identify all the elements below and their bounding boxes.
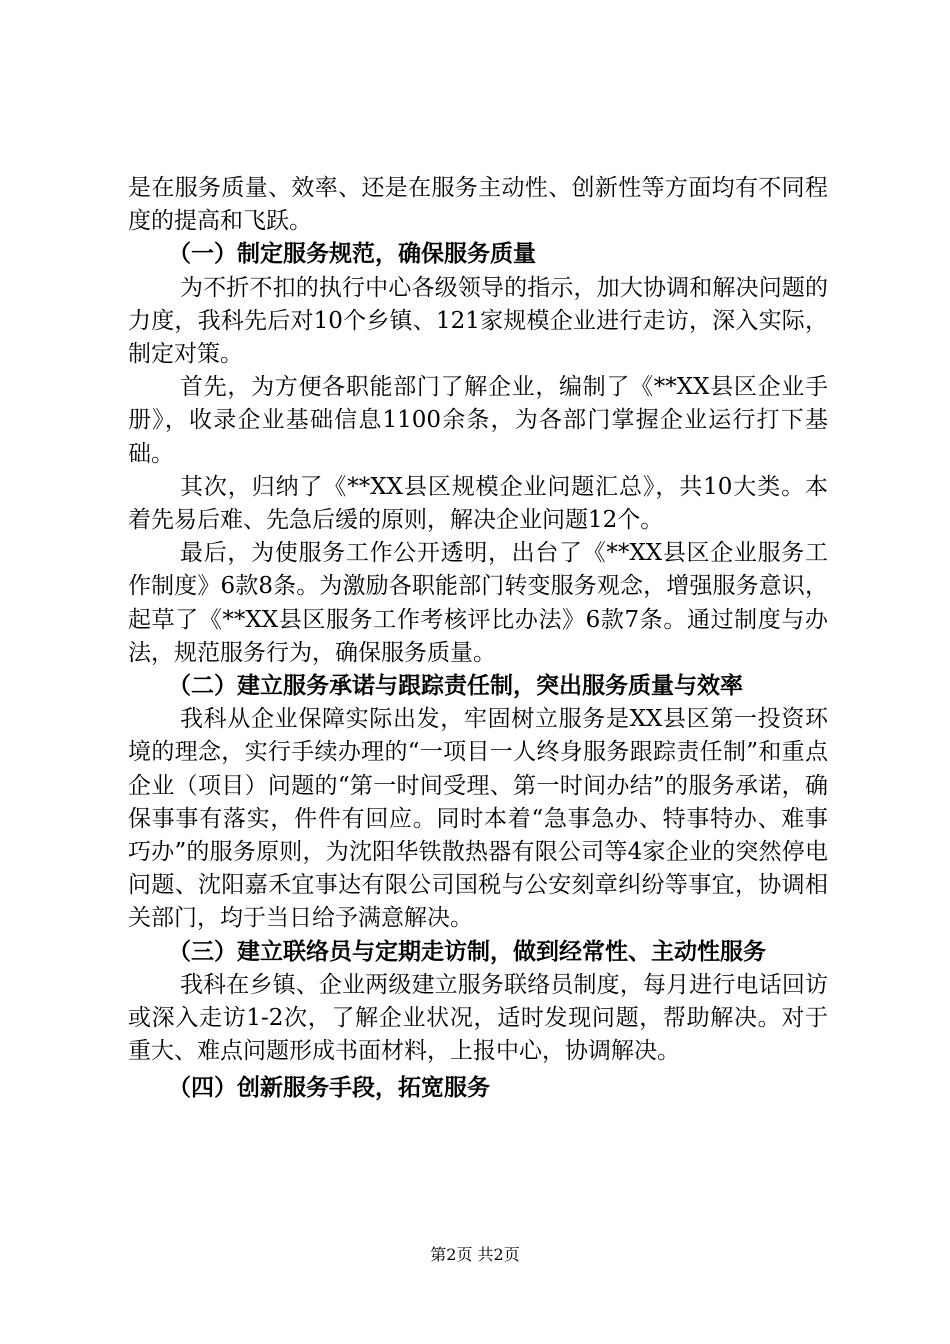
- paragraph-first: 首先，为方便各职能部门了解企业，编制了《**XX县区企业手册》，收录企业基础信息1100余条，为各部门掌握企业运行打下基础。: [128, 374, 828, 467]
- paragraph-finally: 最后，为使服务工作公开透明，出台了《**XX县区企业服务工作制度》6款8条。为激励各职能部门转变服务观念，增强服务意识，起草了《**XX县区服务工作考核评比办法》6款7条。通过制度与办法，规范服务行为，确保服务质量。: [128, 540, 828, 666]
- section-heading-1: （一）制定服务规范，确保服务质量: [168, 241, 536, 268]
- section-heading-4: （四）创新服务手段，拓宽服务: [168, 1075, 490, 1102]
- paragraph-intro: 是在服务质量、效率、还是在服务主动性、创新性等方面均有不同程度的提高和飞跃。: [128, 175, 828, 235]
- paragraph-visits: 为不折不扣的执行中心各级领导的指示，加大协调和解决问题的力度，我科先后对10个乡镇、121家规模企业进行走访，深入实际，制定对策。: [128, 274, 828, 368]
- paragraph-second: 其次，归纳了《**XX县区规模企业问题汇总》，共10大类。本着先易后难、先急后缓的原则，解决企业问题12个。: [128, 473, 828, 534]
- document-body: [128, 172, 828, 1110]
- section-heading-3: （三）建立联络员与定期走访制，做到经常性、主动性服务: [168, 938, 766, 965]
- paragraph-commitment: 我科从企业保障实际出发，牢固树立服务是XX县区第一投资环境的理念，实行手续办理的“一项目一人终身服务跟踪责任制”和重点企业（项目）问题的“第一时间受理、第一时间办结”的服务承诺，确保事事有落实，件件有回应。同时本着“急事急办、特事特办、难事巧办”的服务原则，为沈阳华铁散热器有限公司等4家企业的突然停电问题、沈阳嘉禾宜事达有限公司国税与公安刻章纠纷等事宜，协调相关部门，均于当日给予满意解决。: [128, 706, 828, 932]
- page-number-footer: 第2页 共2页: [430, 1245, 520, 1264]
- paragraph-liaison: 我科在乡镇、企业两级建立服务联络员制度，每月进行电话回访或深入走访1-2次，了解企业状况，适时发现问题，帮助解决。对于重大、难点问题形成书面材料，上报中心，协调解决。: [128, 971, 828, 1065]
- section-heading-2: （二）建立服务承诺与跟踪责任制，突出服务质量与效率: [168, 673, 743, 700]
